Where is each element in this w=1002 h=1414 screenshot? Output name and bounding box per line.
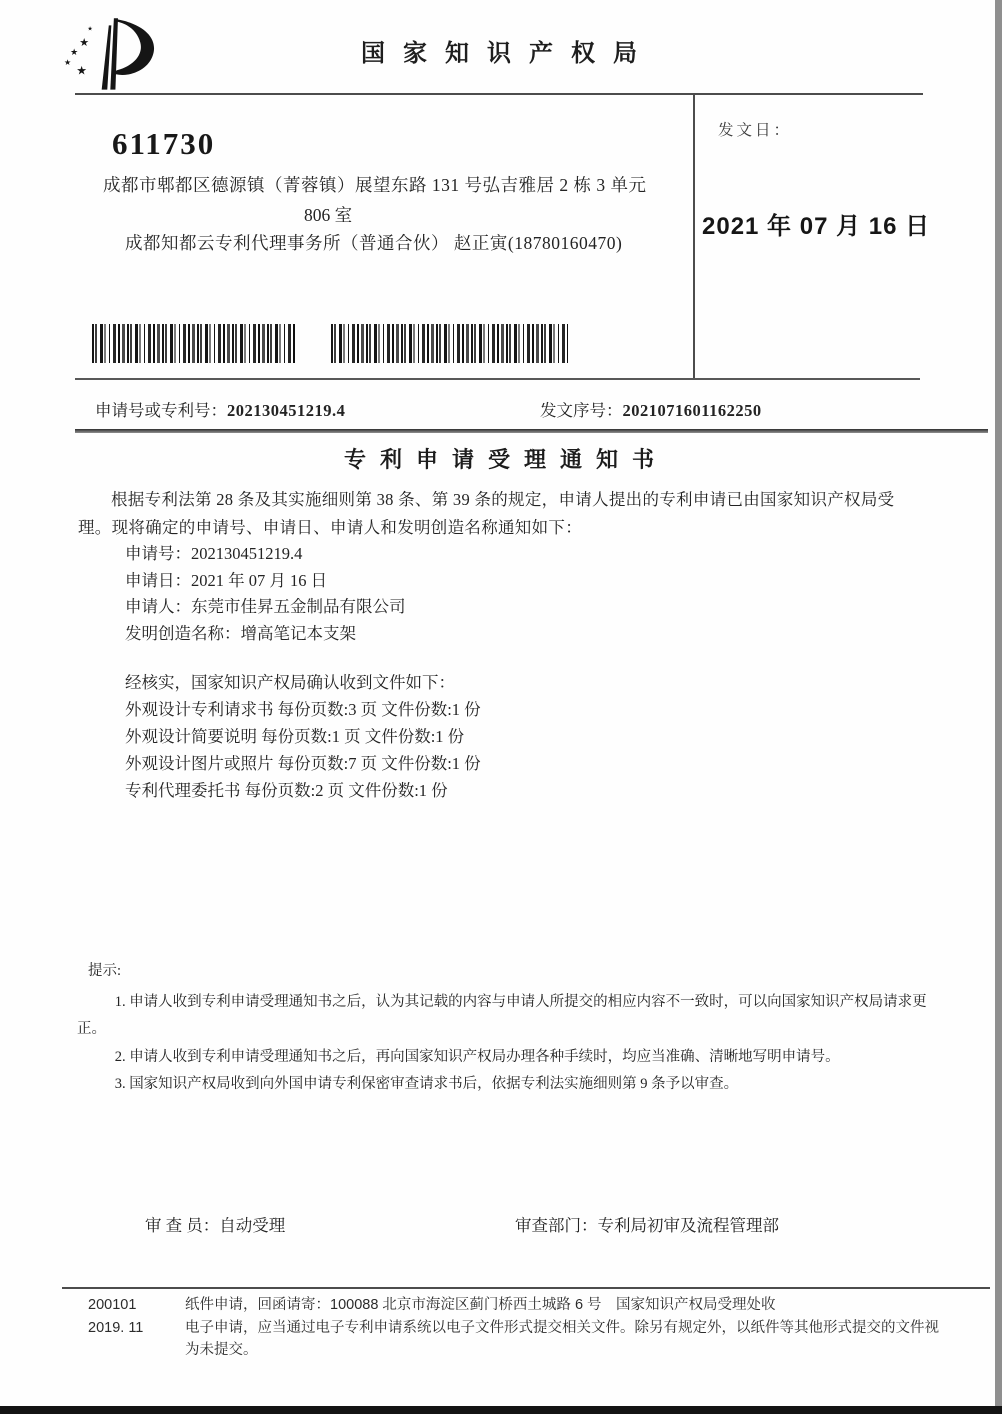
serial-number-label: 发文序号： xyxy=(540,401,623,420)
department-label: 审查部门： xyxy=(515,1216,598,1235)
field-value: 东莞市佳昇五金制品有限公司 xyxy=(191,597,406,616)
footer-notes xyxy=(185,1294,940,1362)
footer-note-paper: 纸件申请，回函请寄：100088 北京市海淀区蓟门桥西土城路 6 号 国家知识产权局受理处收 xyxy=(185,1297,776,1313)
field-label: 发明创造名称： xyxy=(125,623,241,643)
received-file-item: 外观设计图片或照片 每份页数:7 页 文件份数:1 份 xyxy=(125,754,481,773)
application-number-barcode xyxy=(92,324,297,363)
application-fields xyxy=(125,541,406,647)
recipient-address-line2: 806 室 xyxy=(303,205,353,225)
title-divider-line xyxy=(75,429,988,433)
field-value: 202130451219.4 xyxy=(191,544,303,563)
tip-item-3: 3. 国家知识产权局收到向外国申请专利保密审查请求书后，依据专利法实施细则第 9 条予以审查。 xyxy=(114,1076,739,1092)
recipient-address-line1: 成都市郫都区德源镇（菁蓉镇）展望东路 131 号弘吉雅居 2 栋 3 单元 xyxy=(103,175,647,195)
application-number-label: 申请号或专利号： xyxy=(95,401,227,420)
field-label: 申请人： xyxy=(125,597,191,616)
form-code: 200101 xyxy=(88,1297,137,1313)
application-number-value: 202130451219.4 xyxy=(227,401,346,420)
received-intro: 经核实，国家知识产权局确认收到文件如下： xyxy=(125,673,455,692)
field-label: 申请日： xyxy=(125,570,191,590)
issue-date-label: 发文日： xyxy=(718,122,793,139)
field-value: 增高笔记本支架 xyxy=(240,623,356,643)
svg-text:★: ★ xyxy=(70,46,79,57)
svg-text:★: ★ xyxy=(64,58,72,68)
serial-number-barcode xyxy=(331,324,568,363)
field-invention-title xyxy=(125,621,406,648)
received-documents xyxy=(125,669,481,804)
notice-title: 专利申请受理通知书 xyxy=(343,447,668,472)
field-filing-date xyxy=(125,568,406,595)
svg-text:★: ★ xyxy=(76,63,88,78)
tip-item-1: 1. 申请人收到专利申请受理通知书之后，认为其记载的内容与申请人所提交的相应内容不一致时，可以向国家知识产权局请求更正。 xyxy=(77,993,927,1037)
notice-intro-paragraph: 根据专利法第 28 条及其实施细则第 38 条、第 39 条的规定，申请人提出的专利申请已由国家知识产权局受理。现将确定的申请号、申请日、申请人和发明创造名称通知如下： xyxy=(78,490,895,537)
examiner-value: 自动受理 xyxy=(219,1216,286,1235)
field-label: 申请号： xyxy=(125,544,191,563)
field-applicant xyxy=(125,594,406,621)
application-number-row xyxy=(95,397,345,421)
received-file-item: 外观设计专利请求书 每份页数:3 页 文件份数:1 份 xyxy=(125,700,481,719)
svg-text:★: ★ xyxy=(79,36,90,49)
field-application-number xyxy=(125,541,406,568)
issue-date-box-border xyxy=(693,93,695,380)
header-divider-line xyxy=(75,93,923,95)
agency-title: 国家知识产权局 xyxy=(361,41,655,67)
tips-section xyxy=(77,958,937,1099)
examiner-row xyxy=(145,1212,285,1236)
tip-item-2: 2. 申请人收到专利申请受理通知书之后，再向国家知识产权局办理各种手续时，均应当准确、清晰地写明申请号。 xyxy=(114,1048,840,1065)
mail-routing-code: 611730 xyxy=(112,126,216,161)
footer-divider-line xyxy=(62,1287,990,1289)
field-value: 2021 年 07 月 16 日 xyxy=(191,570,328,590)
form-date: 2019. 11 xyxy=(88,1319,144,1336)
footer-note-electronic: 电子申请，应当通过电子专利申请系统以电子文件形式提交相关文件。除另有规定外，以纸件等其他形式提交的文件视为未提交。 xyxy=(185,1319,939,1358)
scan-right-edge xyxy=(995,0,1002,1414)
recipient-agent-line: 成都知都云专利代理事务所（普通合伙） 赵正寅(18780160470) xyxy=(125,233,623,253)
received-file-item: 外观设计简要说明 每份页数:1 页 文件份数:1 份 xyxy=(125,727,465,746)
issue-date-value: 2021 年 07 月 16 日 xyxy=(702,213,931,240)
form-code-block xyxy=(88,1294,143,1339)
tips-heading: 提示: xyxy=(88,963,122,979)
serial-number-value: 2021071601162250 xyxy=(622,401,762,420)
scan-bottom-edge xyxy=(0,1406,1002,1414)
department-value: 专利局初审及流程管理部 xyxy=(597,1216,779,1235)
svg-text:★: ★ xyxy=(87,26,93,33)
serial-number-row xyxy=(540,397,762,421)
received-file-item: 专利代理委托书 每份页数:2 页 文件份数:1 份 xyxy=(125,781,448,800)
mid-divider-line xyxy=(75,378,920,380)
department-row xyxy=(515,1212,779,1236)
examiner-label: 审 查 员： xyxy=(145,1216,220,1235)
